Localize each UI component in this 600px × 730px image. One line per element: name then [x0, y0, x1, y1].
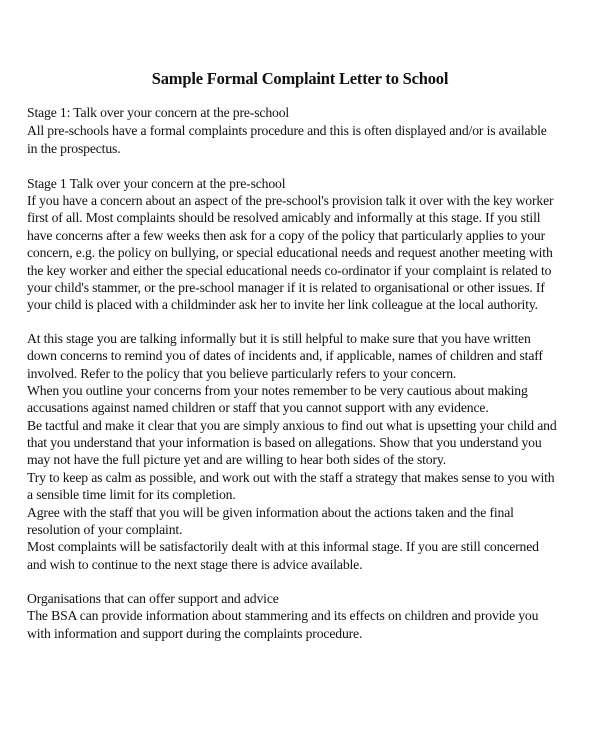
- text-line: your child's stammer, or the pre-school manager if it is related to organisational or other issues. If: [27, 280, 545, 295]
- text-line: a sensible time limit for its completion.: [27, 487, 236, 502]
- text-line: Try to keep as calm as possible, and work out with the staff a strategy that makes sense to you with: [27, 470, 555, 485]
- text-line: first of all. Most complaints should be resolved amicably and informally at this stage. If you still: [27, 210, 541, 225]
- text-line: in the prospectus.: [27, 141, 121, 156]
- text-line: If you have a concern about an aspect of the pre-school's provision talk it over with the key worker: [27, 193, 554, 208]
- text-line: concern, e.g. the policy on bullying, or special educational needs and request another meeting with: [27, 245, 553, 260]
- text-line: down concerns to remind you of dates of incidents and, if applicable, names of children and staff: [27, 348, 543, 363]
- text-line: with information and support during the complaints procedure.: [27, 626, 363, 641]
- text-line: resolution of your complaint.: [27, 522, 183, 537]
- text-line: Most complaints will be satisfactorily dealt with at this informal stage. If you are still concerned: [27, 539, 539, 554]
- text-line: the key worker and either the special educational needs co-ordinator if your complaint is related to: [27, 263, 552, 278]
- text-line: Agree with the staff that you will be given information about the actions taken and the final: [27, 505, 514, 520]
- text-line: Organisations that can offer support and advice: [27, 591, 279, 606]
- text-line: The BSA can provide information about stammering and its effects on children and provide you: [27, 608, 539, 623]
- text-line: involved. Refer to the policy that you believe particularly refers to your concern.: [27, 366, 457, 381]
- text-line: All pre-schools have a formal complaints procedure and this is often displayed and/or is available: [27, 123, 547, 138]
- text-line: Stage 1: Talk over your concern at the pre-school: [27, 105, 290, 120]
- text-line: your child is placed with a childminder ask her to invite her link colleague at the local authority.: [27, 297, 538, 312]
- text-line: When you outline your concerns from your notes remember to be very cautious about making: [27, 383, 528, 398]
- document-title: Sample Formal Complaint Letter to School: [151, 69, 449, 88]
- text-line: Stage 1 Talk over your concern at the pre-school: [27, 176, 286, 191]
- text-line: accusations against named children or staff that you cannot support with any evidence.: [27, 400, 489, 415]
- text-line: have concerns after a few weeks then ask for a copy of the policy that particularly applies to your: [27, 228, 545, 243]
- text-line: Be tactful and make it clear that you are simply anxious to find out what is upsetting your child and: [27, 418, 557, 433]
- text-line: may not have the full picture yet and are willing to hear both sides of the story.: [27, 452, 446, 467]
- text-line: and wish to continue to the next stage there is advice available.: [27, 557, 363, 572]
- text-line: At this stage you are talking informally but it is still helpful to make sure that you have written: [27, 331, 531, 346]
- text-line: that you understand that your information is based on allegations. Show that you understand you: [27, 435, 542, 450]
